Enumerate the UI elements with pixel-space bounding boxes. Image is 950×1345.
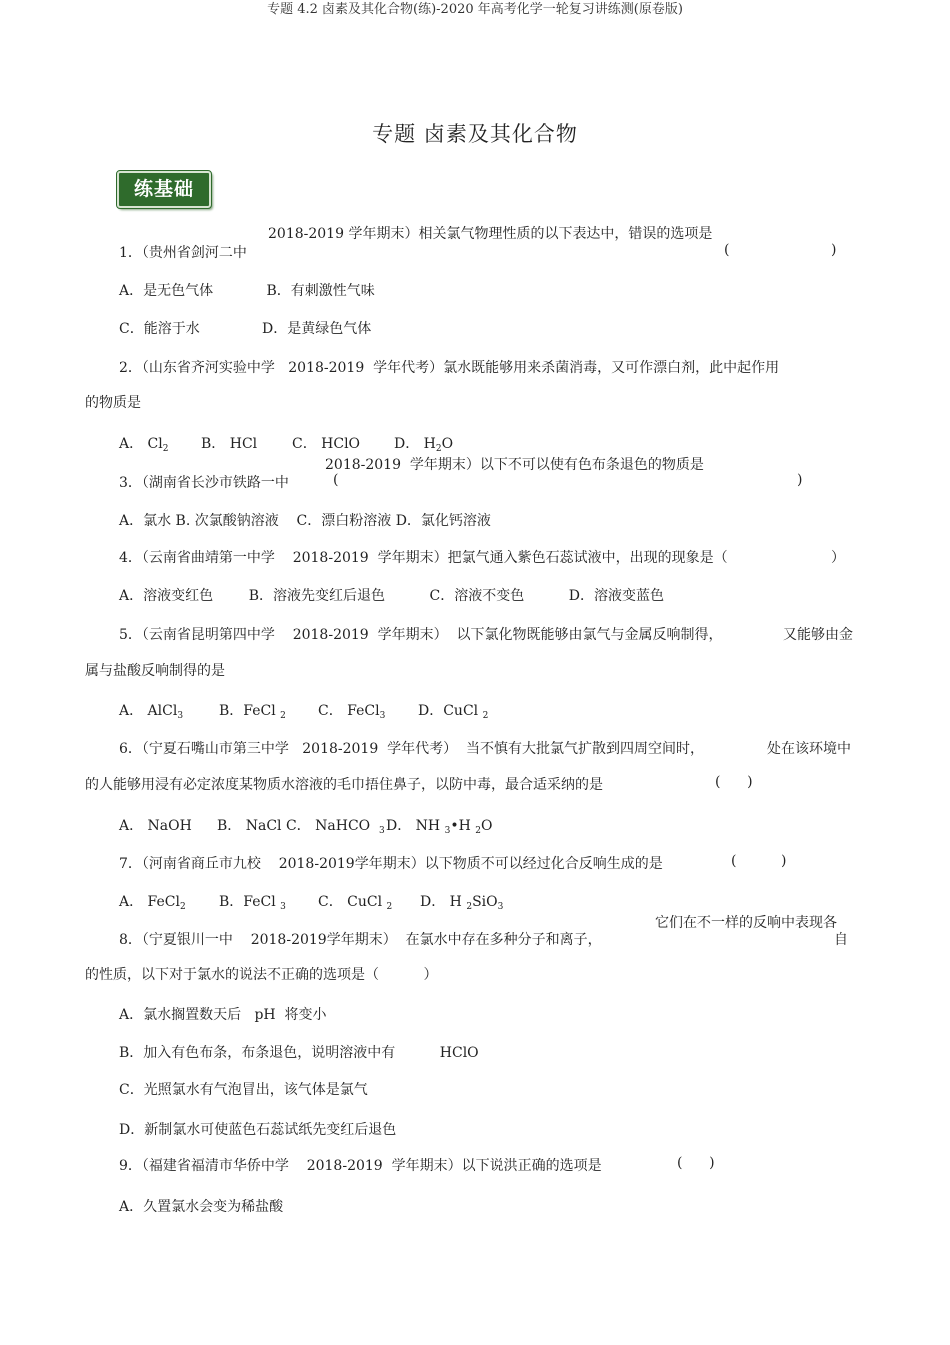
q6-paren: ( ) bbox=[715, 774, 753, 790]
q6-stem-cont: 的人能够用浸有必定浓度某物质水溶液的毛巾捂住鼻子，以防中毒，最合适采纳的是 bbox=[85, 777, 603, 793]
q6-option-a: A． NaOH bbox=[119, 818, 192, 834]
page-title: 专题 卤素及其化合物 bbox=[372, 122, 578, 146]
q8-option-b: B．加入有色布条，布条退色，说明溶液中有 HClO bbox=[119, 1045, 479, 1061]
q5-stem: 5．（云南省昆明第四中学 2018-2019 学年期末） 以下氯化物既能够由氯气与金属反响制得， bbox=[119, 627, 723, 643]
q2-stem-cont: 的物质是 bbox=[85, 395, 141, 411]
q3-paren-open: ( bbox=[333, 472, 339, 488]
q4-options: A．溶液变红色 B．溶液先变红后退色 C．溶液不变色 D．溶液变蓝色 bbox=[119, 588, 664, 604]
q6-stem-tail: 处在该环境中 bbox=[767, 741, 851, 757]
q5-option-b: B．FeCl $_2$ bbox=[219, 703, 286, 721]
q8-stem: 8．（宁夏银川一中 2018-2019学年期末） 在氯水中存在多种分子和离子， bbox=[119, 932, 602, 948]
q7-option-c: C． CuCl $_2$ bbox=[318, 894, 393, 912]
q2-option-a: A． $Cl_2$ bbox=[119, 436, 169, 454]
q8-option-c: C．光照氯水有气泡冒出，该气体是氯气 bbox=[119, 1082, 368, 1098]
q3-top-line: 2018-2019 学年期末）以下不可以使有色布条退色的物质是 bbox=[325, 457, 704, 473]
q5-option-c: C． FeCl$_3$ bbox=[318, 703, 386, 721]
q2-option-d: D． $H_2O$ bbox=[394, 436, 454, 454]
q7-option-a: A． FeCl$_2$ bbox=[119, 894, 186, 912]
q7-paren: ( ) bbox=[731, 853, 787, 869]
q1-stem: 1．（贵州省剑河二中 bbox=[119, 245, 247, 261]
q3-paren-close: ) bbox=[797, 472, 803, 488]
section-badge: 练基础 bbox=[117, 171, 211, 208]
q5-option-a: A． AlCl$_3$ bbox=[119, 703, 184, 721]
q8-option-d: D．新制氯水可使蓝色石蕊试纸先变红后退色 bbox=[119, 1122, 397, 1138]
q1-top-line: 2018-2019 学年期末）相关氯气物理性质的以下表达中，错误的选项是 bbox=[268, 226, 713, 242]
q5-stem-tail: 又能够由金 bbox=[783, 627, 853, 643]
q5-stem-cont: 属与盐酸反响制得的是 bbox=[85, 663, 225, 679]
q8-option-a: A．氯水搁置数天后 pH 将变小 bbox=[119, 1007, 327, 1023]
q6-option-d: D． NH $_3$•H $_2$O bbox=[386, 818, 493, 836]
q7-option-b: B．FeCl $_3$ bbox=[219, 894, 286, 912]
q2-option-c: C． HClO bbox=[292, 436, 361, 452]
q8-right-char: 自 bbox=[834, 932, 848, 948]
q8-right-top: 它们在不一样的反响中表现各 bbox=[655, 915, 837, 931]
q3-stem: 3．（湖南省长沙市铁路一中 bbox=[119, 475, 289, 491]
page-header: 专题 4.2 卤素及其化合物(练)-2020 年高考化学一轮复习讲练测(原卷版) bbox=[267, 2, 683, 17]
q3-options: A．氯水 B. 次氯酸钠溶液 C．漂白粉溶液 D．氯化钙溶液 bbox=[119, 513, 491, 529]
q7-stem: 7．（河南省商丘市九校 2018-2019学年期末）以下物质不可以经过化合反响生成的是 bbox=[119, 856, 663, 872]
q4-stem: 4．（云南省曲靖第一中学 2018-2019 学年期末）把氯气通入紫色石蕊试液中，出现的现象是（ bbox=[119, 550, 728, 566]
q9-paren: ( ) bbox=[677, 1155, 715, 1171]
q1-paren-open: ( bbox=[724, 242, 730, 258]
q6-stem: 6．（宁夏石嘴山市第三中学 2018-2019 学年代考） 当不慎有大批氯气扩散到四周空间时， bbox=[119, 741, 705, 757]
q9-option-a: A．久置氯水会变为稀盐酸 bbox=[119, 1199, 284, 1215]
q9-stem: 9．（福建省福清市华侨中学 2018-2019 学年期末）以下说洪正确的选项是 bbox=[119, 1158, 602, 1174]
q5-option-d: D．CuCl $_2$ bbox=[418, 703, 489, 721]
q1-options-cd: C．能溶于水 D．是黄绿色气体 bbox=[119, 321, 372, 337]
q4-paren-close: ） bbox=[831, 550, 845, 566]
q1-paren-close: ) bbox=[831, 242, 837, 258]
q8-stem-cont: 的性质，以下对于氯水的说法不正确的选项是（ ） bbox=[85, 967, 438, 983]
q2-option-b: B． HCl bbox=[201, 436, 258, 452]
q6-option-bc: B． NaCl C． NaHCO $_3$ bbox=[217, 818, 385, 836]
q1-options-ab: A．是无色气体 B．有刺激性气味 bbox=[119, 283, 375, 299]
q7-option-d: D． H $_2$SiO$_3$ bbox=[420, 894, 504, 912]
q2-stem: 2．（山东省齐河实验中学 2018-2019 学年代考）氯水既能够用来杀菌消毒，又可作漂白剂，此中起作用 bbox=[119, 360, 780, 376]
